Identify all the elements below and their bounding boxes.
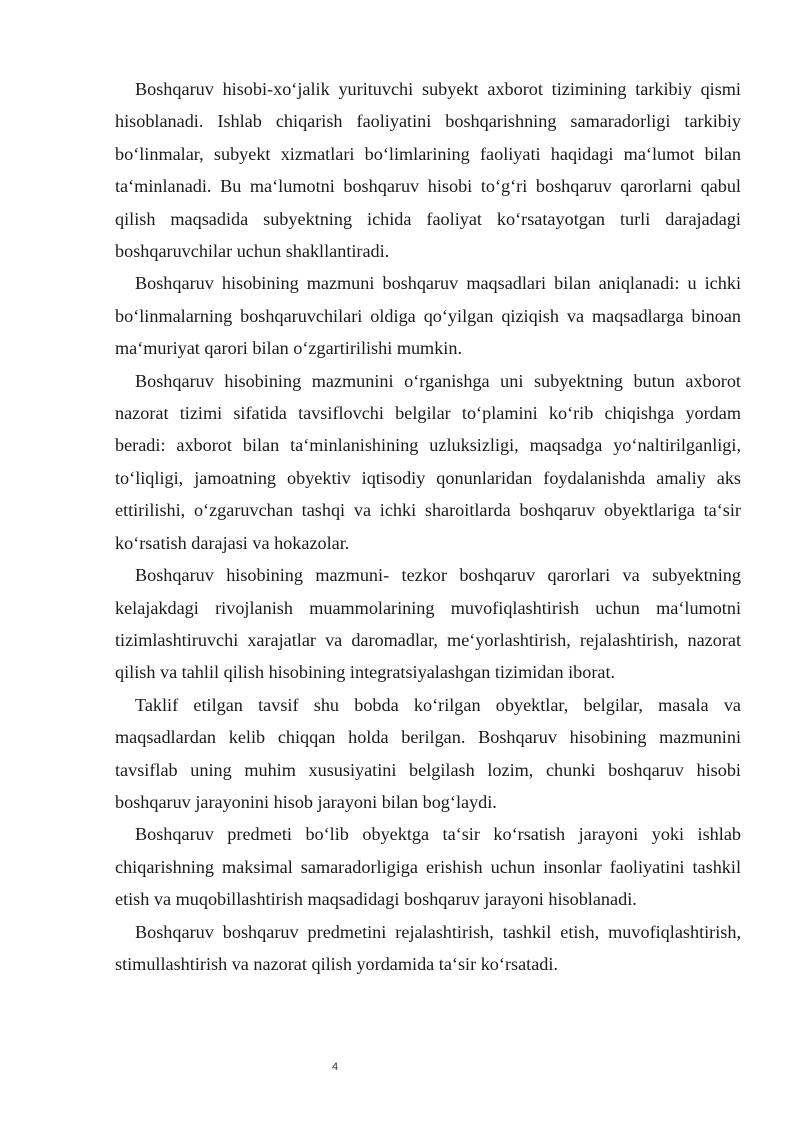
body-text — [115, 73, 741, 980]
page-number: 4 — [331, 1061, 339, 1073]
paragraph-4: Boshqaruv hisobining mazmuni- tezkor boshqaruv qarorlari va subyektning kelajakdagi rivojlanish muammolarining muvofiqlashtirish uchun ma‘lumotni tizimlashtiruvchi xarajatlar va daromadlar, me‘yorlashtirish, rejalashtirish, nazorat qilish va tahlil qilish hisobining integratsiyalashgan tizimidan iborat. — [115, 565, 741, 683]
paragraph-2: Boshqaruv hisobining mazmuni boshqaruv maqsadlari bilan aniqlanadi: u ichki bo‘linmalarning boshqaruvchilari oldiga qo‘yilgan qiziqish va maqsadlarga binoan ma‘muriyat qarori bilan o‘zgartirilishi mumkin. — [115, 273, 741, 359]
paragraph-7: Boshqaruv boshqaruv predmetini rejalashtirish, tashkil etish, muvofiqlashtirish, stimullashtirish va nazorat qilish yordamida ta‘sir ko‘rsatadi. — [115, 921, 741, 974]
paragraph-6: Boshqaruv predmeti bo‘lib obyektga ta‘sir ko‘rsatish jarayoni yoki ishlab chiqarishning maksimal samaradorligiga erishish uchun insonlar faoliyatini tashkil etish va muqobillashtirish maqsadidagi boshqaruv jarayoni hisoblanadi. — [115, 824, 741, 910]
paragraph-1: Boshqaruv hisobi-xo‘jalik yurituvchi subyekt axborot tizimining tarkibiy qismi hisoblanadi. Ishlab chiqarish faoliyatini boshqarishning samaradorligi tarkibiy bo‘linmalar, subyekt xizmatlari bo‘limlarining faoliyati haqidagi ma‘lumot bilan ta‘minlanadi. Bu ma‘lumotni boshqaruv hisobi to‘g‘ri boshqaruv qarorlarni qabul qilish maqsadida subyektning ichida faoliyat ko‘rsatayotgan turli darajadagi boshqaruvchilar uchun shakllantiradi. — [115, 79, 741, 262]
paragraph-5: Taklif etilgan tavsif shu bobda ko‘rilgan obyektlar, belgilar, masala va maqsadlardan kelib chiqqan holda berilgan. Boshqaruv hisobining mazmunini tavsiflab uning muhim xususiyatini belgilash lozim, chunki boshqaruv hisobi boshqaruv jarayonini hisob jarayoni bilan bog‘laydi. — [115, 694, 741, 812]
paragraph-3: Boshqaruv hisobining mazmunini o‘rganishga uni subyektning butun axborot nazorat tizimi sifatida tavsiflovchi belgilar to‘plamini ko‘rib chiqishga yordam beradi: axborot bilan ta‘minlanishining uzluksizligi, maqsadga yo‘naltirilganligi, to‘liqligi, jamoatning obyektiv iqtisodiy qonunlaridan foydalanishda amaliy aks ettirilishi, o‘zgaruvchan tashqi va ichki sharoitlarda boshqaruv obyektlariga ta‘sir ko‘rsatish darajasi va hokazolar. — [115, 370, 741, 553]
